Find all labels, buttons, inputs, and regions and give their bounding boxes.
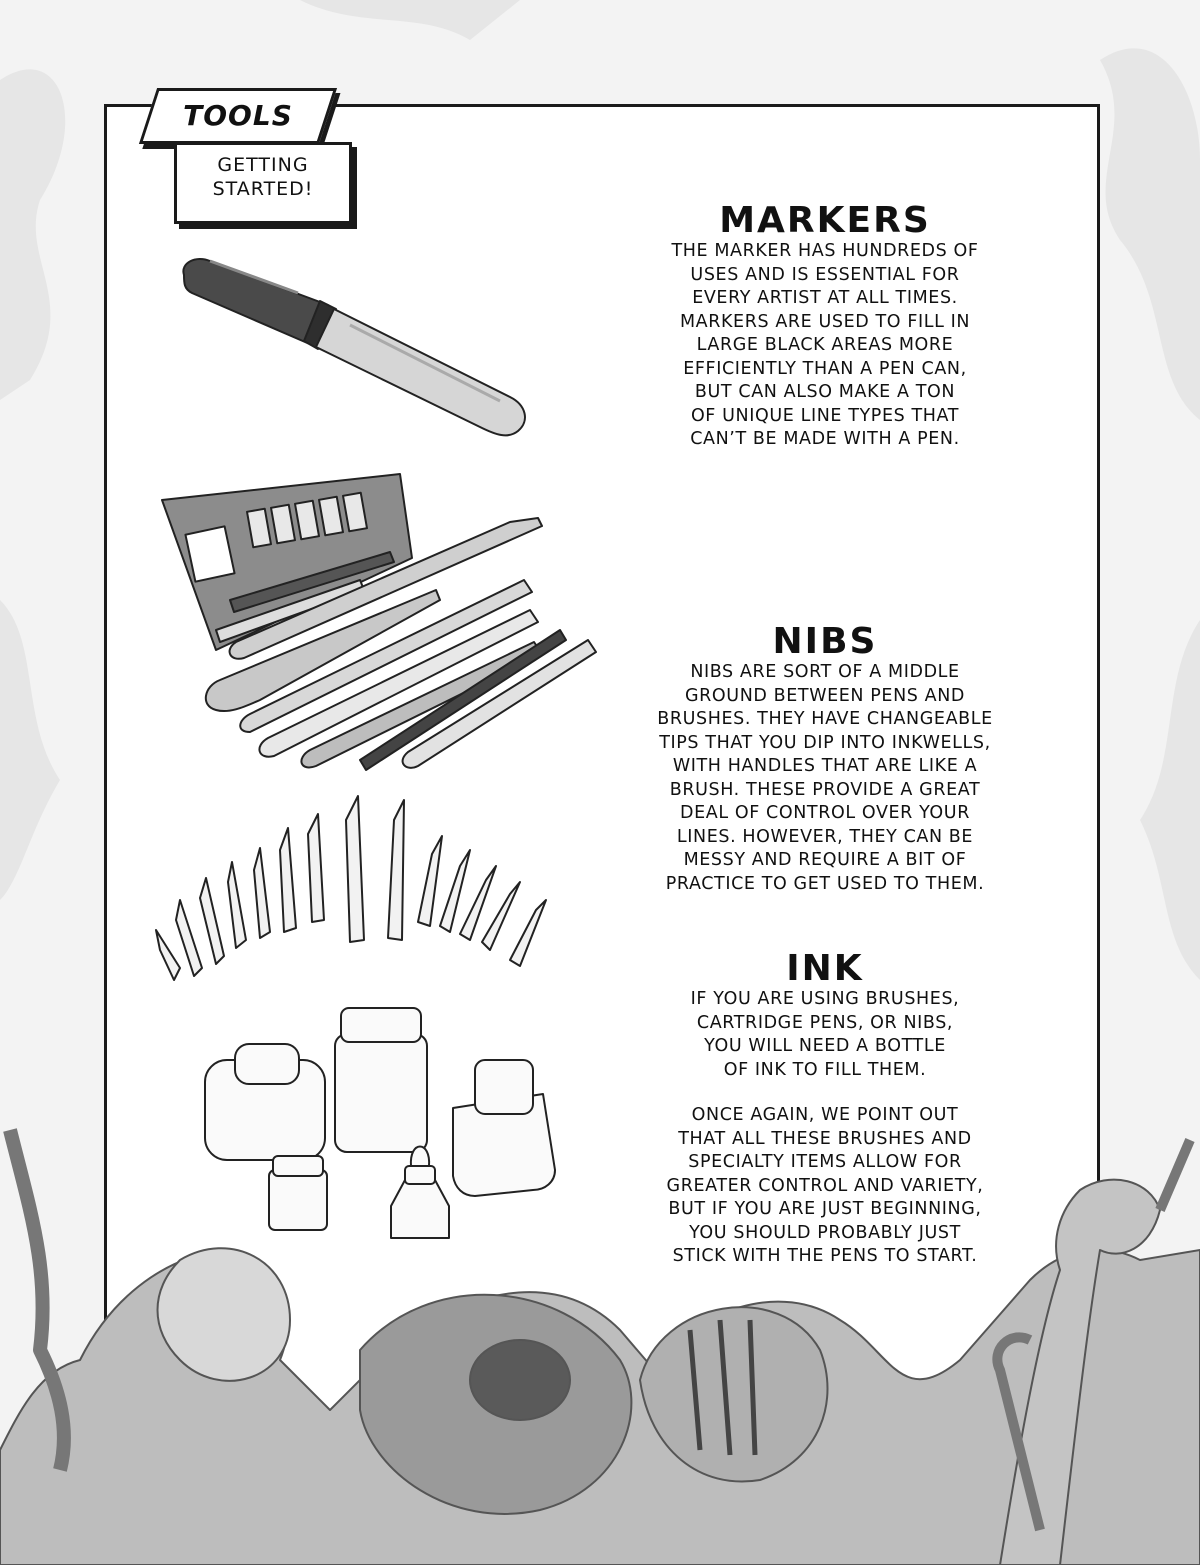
nibs-section bbox=[610, 623, 1040, 896]
getting-started-line-2: STARTED! bbox=[212, 178, 314, 200]
nibs-body: NIBS ARE SORT OF A MIDDLE GROUND BETWEEN PENS AND BRUSHES. THEY HAVE CHANGEABLE TIPS THAT YOU DIP INTO INKWELLS, WITH HANDLES THAT ARE LIKE A BRUSH. THESE PROVIDE A GREAT DEAL OF CONTROL OVER YOUR LINES. HOWEVER, THEY CAN BE MESSY AND REQUIRE A BIT OF PRACTICE TO GET USED TO THEM. bbox=[657, 662, 993, 894]
nib-set-illustration bbox=[150, 470, 610, 780]
tools-label: TOOLS bbox=[183, 99, 293, 132]
nib-tips-illustration bbox=[150, 790, 570, 1000]
getting-started-caption-box bbox=[174, 142, 352, 224]
getting-started-line-1: GETTING bbox=[217, 154, 309, 176]
comic-heroes-illustration bbox=[0, 1110, 1200, 1565]
tools-caption-box bbox=[139, 88, 337, 144]
ink-heading: INK bbox=[786, 948, 864, 989]
marker-illustration bbox=[170, 245, 550, 445]
markers-heading: MARKERS bbox=[719, 200, 931, 241]
markers-body: THE MARKER HAS HUNDREDS OF USES AND IS ESSENTIAL FOR EVERY ARTIST AT ALL TIMES. MARKERS ARE USED TO FILL IN LARGE BLACK AREAS MORE EFFICIENTLY THAN A PEN CAN, BUT CAN ALSO MAKE A TON OF UNIQUE LINE TYPES THAT CAN’T BE MADE WITH A PEN. bbox=[671, 241, 979, 449]
nibs-heading: NIBS bbox=[772, 621, 878, 662]
ink-body-paragraph-2: ONCE AGAIN, WE POINT OUT THAT ALL THESE BRUSHES AND SPECIALTY ITEMS ALLOW FOR GREATER CONTROL AND VARIETY, BUT IF YOU ARE JUST BEGINNING, YOU SHOULD PROBABLY JUST STICK WITH THE PENS TO START. bbox=[666, 1105, 984, 1266]
markers-section bbox=[620, 202, 1030, 452]
ink-body-paragraph-1: IF YOU ARE USING BRUSHES, CARTRIDGE PENS, OR NIBS, YOU WILL NEED A BOTTLE OF INK TO FILL THEM. bbox=[690, 989, 960, 1080]
